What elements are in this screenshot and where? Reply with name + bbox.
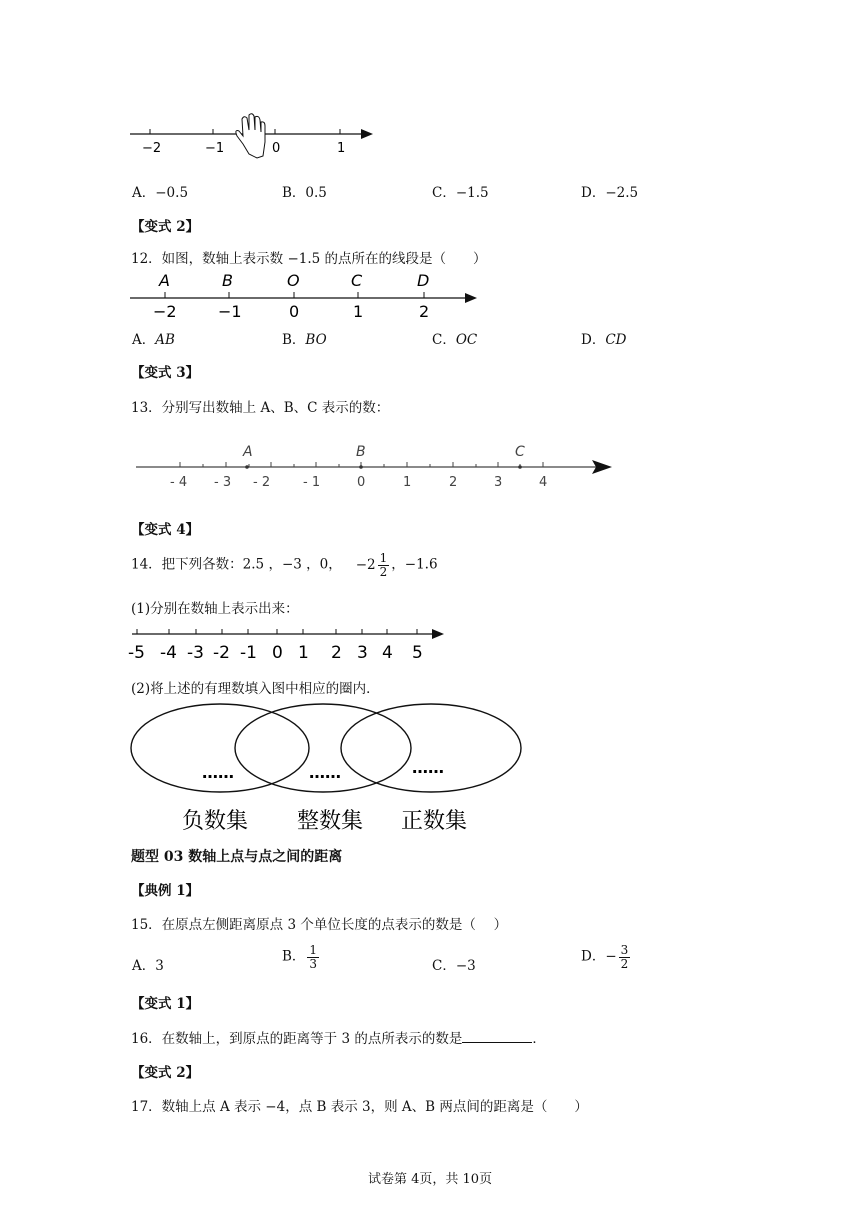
positive-set-ellipse	[341, 704, 521, 792]
q11-tick-neg2: −2	[142, 141, 162, 156]
q14-part1: (1)分别在数轴上表示出来：	[131, 601, 299, 617]
q13-tick: 0	[357, 475, 366, 490]
q12-point-b: B	[222, 271, 233, 290]
q14-tick: -4	[160, 643, 177, 663]
q14-part2: (2)将上述的有理数填入图中相应的圈内．	[131, 681, 380, 697]
q12-option-c[interactable]: C．OC	[432, 332, 478, 348]
q16-answer-blank[interactable]	[462, 1030, 532, 1043]
q13-tick: - 3	[214, 475, 232, 490]
q12-point-a: A	[159, 271, 170, 290]
q11-tick-0: 0	[272, 141, 281, 156]
q14-number-line	[128, 622, 453, 664]
example-tag: 【典例 1】	[131, 883, 200, 899]
q13-tick: - 4	[170, 475, 188, 490]
q14-tick: 1	[298, 643, 309, 663]
q14-tick: 0	[272, 643, 283, 663]
q14-tick: 5	[412, 643, 423, 663]
q13-tick: 4	[539, 475, 548, 490]
q15-option-d[interactable]: D．− $\frac{3}{2}$	[581, 943, 629, 971]
page-footer: 试卷第 4页，共 10页	[368, 1172, 493, 1187]
q11-number-line	[125, 112, 385, 164]
positive-dots: ……	[412, 758, 444, 777]
q13-tick: - 2	[253, 475, 271, 490]
q12-point-o: O	[287, 271, 300, 290]
integer-set-label: 整数集	[297, 809, 364, 834]
q12-option-d[interactable]: D．CD	[581, 332, 627, 348]
q12-tick-2: 2	[419, 302, 430, 321]
q12-point-d: D	[417, 271, 430, 290]
q14-tick: 2	[331, 643, 342, 663]
hand-icon	[236, 114, 265, 158]
variant-tag: 【变式 2】	[131, 219, 200, 235]
q11-tick-1: 1	[337, 141, 346, 156]
q14-stem: 14．把下列各数：2.5 ，−3 ，0， −2 $\frac{1}{2}$ ，−1.6	[131, 551, 438, 579]
q15-option-b[interactable]: B． $\frac{1}{3}$	[282, 943, 318, 971]
section-title: 题型 03 数轴上点与点之间的距离	[131, 849, 343, 865]
q14-tick: -5	[128, 643, 145, 663]
negative-set-label: 负数集	[182, 809, 249, 834]
q15-option-a[interactable]: A．3	[132, 958, 164, 974]
q14-tick: 3	[357, 643, 368, 663]
q14-tick: -1	[240, 643, 257, 663]
q12-tick-0: 0	[289, 302, 300, 321]
negative-dots: ……	[202, 763, 234, 782]
q15-option-c[interactable]: C．−3	[432, 958, 476, 974]
q13-point-a: A	[243, 444, 253, 460]
q12-option-a[interactable]: A．AB	[132, 332, 175, 348]
variant-tag: 【变式 4】	[131, 522, 200, 538]
q12-tick-neg2: −2	[153, 302, 177, 321]
q11-option-d[interactable]: D．−2.5	[581, 185, 639, 201]
variant-tag: 【变式 3】	[131, 365, 200, 381]
q17-stem: 17．数轴上点 A 表示 −4，点 B 表示 3，则 A、B 两点间的距离是（ ）	[131, 1099, 588, 1115]
q14-tick: 4	[382, 643, 393, 663]
q13-tick: 3	[494, 475, 503, 490]
integer-dots: ……	[309, 763, 341, 782]
q13-point-b: B	[356, 444, 366, 460]
q13-point-c: C	[515, 444, 525, 460]
variant-tag: 【变式 1】	[131, 996, 200, 1012]
q12-tick-1: 1	[353, 302, 364, 321]
q12-option-b[interactable]: B．BO	[282, 332, 327, 348]
q11-option-a[interactable]: A．−0.5	[132, 185, 189, 201]
q11-option-b[interactable]: B．0.5	[282, 185, 327, 201]
q14-tick: -2	[213, 643, 230, 663]
q13-stem: 13．分别写出数轴上 A、B、C 表示的数：	[131, 400, 390, 416]
q14-venn-diagram	[128, 700, 528, 840]
q11-tick-neg1: −1	[205, 141, 225, 156]
q14-tick: -3	[187, 643, 204, 663]
q11-option-c[interactable]: C．−1.5	[432, 185, 489, 201]
variant-tag: 【变式 2】	[131, 1065, 200, 1081]
q15-stem: 15．在原点左侧距离原点 3 个单位长度的点表示的数是（ ）	[131, 917, 508, 933]
positive-set-label: 正数集	[401, 809, 468, 834]
q12-point-c: C	[351, 271, 363, 290]
q13-tick: 1	[403, 475, 412, 490]
q12-tick-neg1: −1	[218, 302, 242, 321]
q12-stem: 12．如图，数轴上表示数 −1.5 的点所在的线段是（ ）	[131, 251, 487, 267]
q16-stem: 16．在数轴上，到原点的距离等于 3 的点所表示的数是 ．	[131, 1031, 546, 1047]
q12-number-line	[125, 268, 485, 322]
q13-tick: 2	[449, 475, 458, 490]
q13-number-line	[132, 438, 617, 493]
q13-tick: - 1	[303, 475, 321, 490]
